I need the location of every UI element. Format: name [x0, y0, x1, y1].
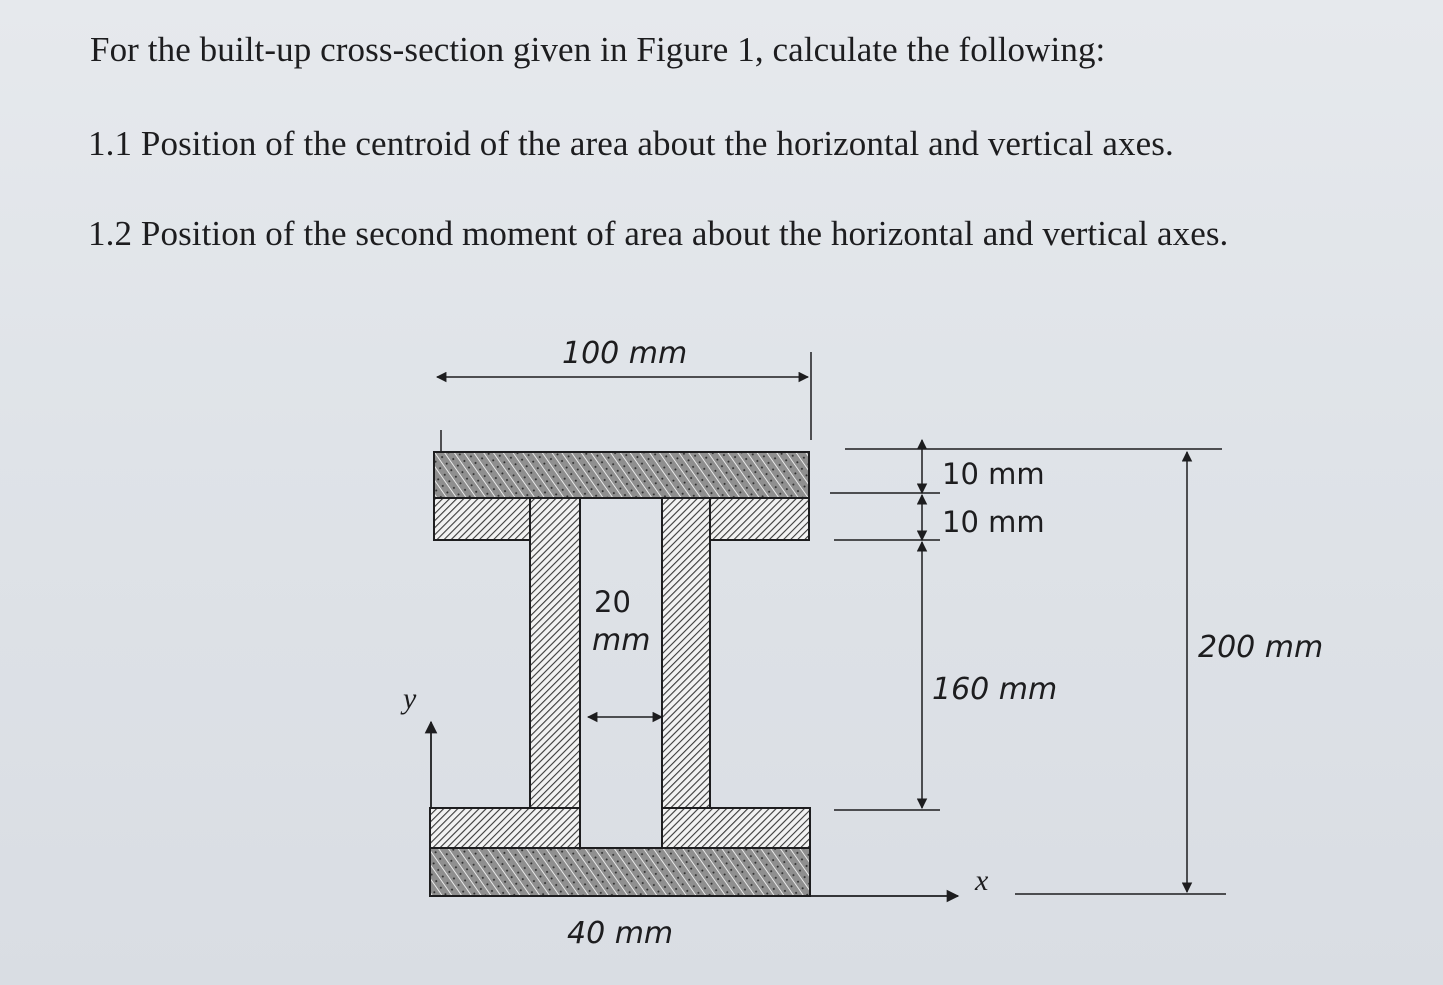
question-1-2: 1.2 Position of the second moment of area about the horizontal and vertical axes.: [88, 214, 1229, 253]
dim-top-width-label: 100 mm: [562, 336, 688, 371]
x-axis-label: x: [975, 864, 989, 897]
bottom-plate: [430, 848, 810, 896]
top-plate: [434, 452, 809, 498]
web-left: [530, 498, 580, 848]
dim-web-label: 160 mm: [932, 672, 1058, 707]
question-1-1: 1.1 Position of the centroid of the area about the horizontal and vertical axes.: [88, 124, 1174, 163]
bottom-flange-left: [430, 808, 580, 848]
dim-bottom-label: 40 mm: [567, 916, 674, 951]
y-axis-label: y: [403, 682, 417, 715]
problem-intro: For the built-up cross-section given in Figure 1, calculate the following:: [90, 30, 1106, 69]
dim-top-plate-label: 10 mm: [942, 457, 1045, 491]
web-right: [662, 498, 710, 848]
dim-flange-label: 10 mm: [942, 505, 1045, 539]
dim-total-label: 200 mm: [1198, 630, 1324, 665]
dim-gap-label-1: 20: [594, 585, 631, 619]
dim-gap-label-2: mm: [592, 623, 651, 658]
bottom-flange-right: [662, 808, 810, 848]
